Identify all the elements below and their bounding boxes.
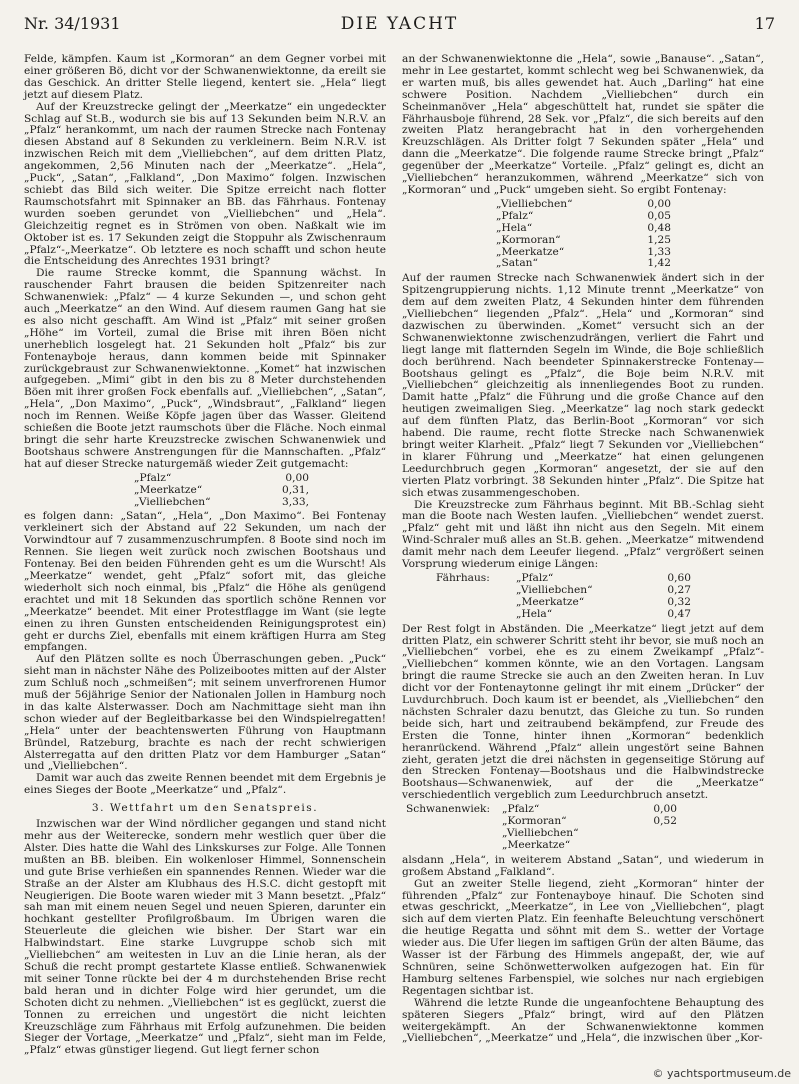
paragraph: Gut an zweiter Stelle liegend, zieht „Kormoran“ hinter der führenden „Pfalz“ zur Fontenayboye hinauf. Die Schoten sind etwas geschrickt, „Meerkatze“, in Lee von „Vielliebchen“, plagt sich auf dem vierten Platz. Ein feenhafte Beleuchtung verschönert die heutige Regatta und söhnt mit dem S.. wetter der Vortage wieder aus. Die Ufer liegen im saftigen Grün der alten Bäume, das Wasser ist der Färbung des Himmels angepaßt, der, wie auf Schnüren, seine Schönwetterwolken aufgezogen hat. Ein für Hamburg seltenes Farbenspiel, wie solches nur nach ergiebigen Regentagen sichtbar ist. — [402, 877, 764, 997]
table-row: „Meerkatze“ 0,32 — [516, 595, 691, 608]
journal-title: DIE YACHT — [340, 14, 459, 34]
paragraph: Während die letzte Runde die ungeanfochtene Behauptung des späteren Siegers „Pfalz“ bringt, wird auf den Plätzen weitergekämpft. An der Schwanenwiektonne kommen „Vielliebchen“, „Meerkatze“ und „Hela“, die inzwischen über „Kor- — [402, 996, 764, 1045]
table-row: „Vielliebchen“ 0,27 — [516, 583, 691, 596]
paragraph: Die Kreuzstrecke zum Fährhaus beginnt. Mit BB.-Schlag sieht man die Boote nach Westen laufen. „Vielliebchen“ wendet zuerst. „Pfalz“ geht mit und läßt ihn nicht aus den Segeln. Mit einem Wind-Schraler muß alles an St.B. gehen. „Meerkatze“ mitwendend damit mehr nach dem Leeufer liegend. „Pfalz“ vergrößert seinen Vorsprung wiederum einige Längen: — [402, 498, 764, 571]
table-label: Fährhaus: — [436, 571, 490, 584]
table-row: „Meerkatze“ 1,33 — [496, 245, 671, 258]
table-label: Schwanenwiek: — [406, 803, 491, 816]
paragraph: Der Rest folgt in Abständen. Die „Meerkatze“ liegt jetzt auf dem dritten Platz, ein schwerer Schritt steht ihr bevor, sie muß noch an „Vielliebchen“ vorbei, ehe es zu einem Zweikampf „Pfalz“-„Vielliebchen“ kommen könnte, wie an den Vortagen. Langsam bringt die raume Strecke sie auch an den Zweiten heran. In Luv dicht vor der Fontenaytonne gelingt ihr mit einem „Drücker“ der Luvdurchbruch. Doch kaum ist er beendet, als „Vielliebchen“ den nächsten Schraler dazu benutzt, das Gleiche zu tun. So runden beide sich, hart und zeitraubend bekämpfend, zur Freude des Ersten die Tonne, hinter ihnen „Kormoran“ bedenklich heranrückend. Während „Pfalz“ allein ungestört seine Bahnen zieht, geraten jetzt die drei nächsten in gegenseitige Störung auf den Strecken Fontenay—Bootshaus und die Halbwindstrecke Bootshaus—Schwanenwiek, auf der die „Meerkatze“ verschiedentlich vergeblich zum Leedurchbruch ansetzt. — [402, 622, 764, 802]
table-row: „Vielliebchen“ — [502, 827, 579, 839]
results-table — [134, 473, 386, 509]
page-number: 17 — [754, 14, 775, 33]
paragraph: Felde, kämpfen. Kaum ist „Kormoran“ an dem Gegner vorbei mit einer größeren Bö, dicht vor der Schwanenwiektonne, da ereilt sie das Geschick. An dritter Stelle liegend, kentert sie. „Hela“ liegt jetzt auf diesem Platz. — [24, 53, 386, 101]
fontenay-table — [496, 199, 764, 270]
table-row: Fährhaus: „Pfalz“ 0,60 — [436, 571, 691, 584]
table-row: „Kormoran“ 1,25 — [496, 233, 671, 246]
schwanenwiek-table — [406, 804, 764, 852]
paragraph: Die raume Strecke kommt, die Spannung wächst. In rauschender Fahrt brausen die beiden Spitzenreiter nach Schwanenwiek: „Pfalz“ — 4 kurze Sekunden —, und schon geht auch „Meerkatze“ an den Wind. Auf diesem raumen Gang hat sie es also nicht geschafft. Am Wind ist „Pfalz“ mit seiner großen „Höhe“ im Vorteil, zumal die Brise mit ihren Böen nicht unerheblich losgelegt hat. 21 Sekunden holt „Pfalz“ bis zur Fontenayboje heraus, dann kommen beide mit Spinnaker zurückgebraust zur Schwanenwiektonne. „Komet“ hat inzwischen aufgegeben. „Mimi“ gibt in den bis zu 8 Meter durchstehenden Böen mit ihrer großen Fock ebenfalls auf. „Vielliebchen“, „Satan“, „Hela“, „Don Maximo“, „Puck“, „Windsbraut“, „Falkland“ liegen noch im Rennen. Weiße Köpfe jagen über das Wasser. Gleitend schießen die Boote jetzt raumschots über die Fläche. Noch einmal bringt die sehr harte Kreuzstrecke zwischen Schwanenwiek und Bootshaus schwere Anstrengungen für die Mannschaften. „Pfalz“ hat auf dieser Strecke naturgemäß wieder Zeit gutgemacht: — [24, 267, 386, 470]
table-row: „Satan“ 1,42 — [496, 257, 671, 270]
table-row: „Hela“ 0,47 — [516, 607, 691, 620]
table-row: „Pfalz“ 0,05 — [496, 209, 671, 222]
section-heading: 3. Wettfahrt um den Senatspreis. — [91, 802, 319, 815]
issue-number: Nr. 34/1931 — [24, 14, 121, 33]
table-row: „Hela“ 0,48 — [496, 221, 671, 234]
table-row: „Meerkatze“ — [502, 838, 571, 851]
table-row: „Meerkatze“ 0,31, — [134, 483, 309, 496]
page-header — [24, 14, 775, 40]
table-row: „Pfalz“ 0,00 — [134, 471, 309, 484]
table-row: Schwanenwiek: „Pfalz“ 0,00 — [406, 803, 677, 816]
paragraph: Damit war auch das zweite Rennen beendet mit dem Ergebnis je eines Sieges der Boote „Meerkatze“ und „Pfalz“. — [24, 772, 386, 797]
table-row: „Vielliebchen“ 3,33, — [134, 495, 309, 508]
paragraph: Auf der raumen Strecke nach Schwanenwiek ändert sich in der Spitzengruppierung nichts. 1,12 Minute trennt „Meerkatze“ von dem auf dem zweiten Platz, 4 Sekunden hinter dem führenden „Vielliebchen“ liegenden „Pfalz“. „Hela“ und „Kormoran“ sind dazwischen zu überwinden. „Komet“ versucht sich an der Schwanenwiektonne zwischenzudrängen, verliert die Fahrt und liegt lange mit flatternden Segeln im Winde, die Boje schließlich doch berührend. Nach beendeter Spinnakerstrecke Fontenay—Bootshaus gelingt es „Pfalz“, die Boje beim N.R.V. mit „Vielliebchen“ gleichzeitig als innenliegendes Boot zu runden. Damit hatte „Pfalz“ die Führung und die große Chance auf den heutigen zweimaligen Sieg. „Meerkatze“ lag noch stark gedeckt auf dem fünften Platz, das Berlin-Boot „Kormoran“ vor sich habend. Die raume, recht flotte Strecke nach Schwanenwiek bringt weiter Klarheit. „Pfalz“ liegt 7 Sekunden vor „Vielliebchen“ in klarer Führung und „Meerkatze“ hat einen gelungenen Leedurchbruch gegen „Kormoran“ angesetzt, der sie auf den vierten Platz vorbringt. 38 Sekunden hinter „Pfalz“. Die Spitze hat sich etwas zusammengeschoben. — [402, 272, 764, 499]
left-column — [24, 54, 386, 1057]
table-row: „Kormoran“ 0,52 — [502, 815, 677, 828]
paragraph: an der Schwanenwiektonne die „Hela“, sowie „Banause“. „Satan“, mehr in Lee gestartet, kommt schlecht weg bei Schwanenwiek, da er warten muß, bis alles gewendet hat. Auch „Darling“ hat eine schwere Position. Nachdem „Vielliebchen“ durch ein Scheinmanöver „Hela“ abgeschüttelt hat, rundet sie später die Fährhausboje führend, 28 Sek. vor „Pfalz“, die sich bereits auf den zweiten Platz herangebracht hat in den vorhergehenden Kreuzschlägen. Als Dritter folgt 7 Sekunden später „Hela“ und dann die „Meerkatze“. Die folgende raume Strecke bringt „Pfalz“ gegenüber der „Meerkatze“ Vorteile. „Pfalz“ gelingt es, dicht an „Vielliebchen“ heranzukommen, während „Meerkatze“ sich von „Kormoran“ und „Puck“ umgeben sieht. So ergibt Fontenay: — [402, 53, 764, 196]
watermark: © yachtsportmuseum.de — [652, 1067, 791, 1080]
right-column — [402, 54, 764, 1045]
paragraph: es folgen dann: „Satan“, „Hela“, „Don Maximo“. Bei Fontenay verkleinert sich der Abstand auf 22 Sekunden, um nach der Vorwindtour auf 7 zusammenzuschrumpfen. 8 Boote sind noch im Rennen. Sie liegen weit zurück noch zwischen Bootshaus und Fontenay. Bei den beiden Führenden geht es um die Wurscht! Als „Meerkatze“ wendet, geht „Pfalz“ sofort mit, das gleiche wiederholt sich noch einmal, bis „Pfalz“ die Höhe als genügend erachtet und mit 18 Sekunden das sportlich schöne Rennen vor „Meerkatze“ beendet. Mit einer Protestflagge im Want (sie legte einen zu ihren Gunsten entscheidenden Reinigungsprotest ein) geht er durchs Ziel, ebenfalls mit einem kräftigen Hurra am Steg empfangen. — [24, 510, 386, 654]
paragraph: Auf den Plätzen sollte es noch Überraschungen geben. „Puck“ sieht man in nächster Nähe des Polizeibootes mitten auf der Alster zum Schluß noch „schmeißen“; mit seinem unverfrorenen Humor muß der 56jährige Senior der Nationalen Jollen in Hamburg noch in das kalte Alsterwasser. Doch am Nachmittage sieht man ihn schon wieder auf der Begleitbarkasse bei den Windspielregatten! „Hela“ unter der beachtenswerten Führung von Hauptmann Bründel, Ratzeburg, brachte es nach der recht schwierigen Alsterregatta auf den dritten Platz vor dem Hamburger „Satan“ und „Vielliebchen“. — [24, 653, 386, 773]
paragraph: Inzwischen war der Wind nördlicher gegangen und stand nicht mehr aus der Weiterecke, sondern mehr westlich quer über die Alster. Dies hatte die Wahl des Linkskurses zur Folge. Alle Tonnen mußten an BB. bleiben. Ein wolkenloser Himmel, Sonnenschein und gute Brise verhießen ein spannendes Rennen. Wieder war die Straße an der Alster am Klubhaus des H.S.C. dicht gestopft mit Neugierigen. Die Boote waren wieder mit 3 Mann besetzt. „Pfalz“ sah man mit einem neuen Segel und neuen Spieren, darunter ein hochkant gestellter Profilgroßbaum. Im Übrigen waren die Steuerleute die gleichen wie bisher. Der Start war ein Halbwindstart. Eine starke Luvgruppe schob sich mit „Vielliebchen“ am weitesten in Luv an die Linie heran, als der Schuß die recht prompt gestartete Klasse entließ. Schwanenwiek mit seiner Tonne rückte bei der 4 m durchstehenden Brise recht bald heran und in dichter Folge wird hier gerundet, um die Schoten dicht zu nehmen. „Vielliebchen“ ist es geglückt, zuerst die Tonnen zu erreichen und ungestört die nicht leichten Kreuzschläge zum Fährhaus mit Erfolg aufzunehmen. Die beiden Sieger der Vortage, „Meerkatze“ und „Pfalz“, sieht man im Felde, „Pfalz“ etwas günstiger liegend. Gut liegt ferner schon — [24, 818, 386, 1057]
faehrhaus-table — [436, 573, 764, 621]
table-row: „Vielliebchen“ 0,00 — [496, 197, 671, 210]
paragraph: alsdann „Hela“, in weiterem Abstand „Satan“, und wiederum in großem Abstand „Falkland“. — [402, 853, 764, 878]
paragraph: Auf der Kreuzstrecke gelingt der „Meerkatze“ ein ungedeckter Schlag auf St.B., wodurch sie bis auf 13 Sekunden beim N.R.V. an „Pfalz“ herankommt, um nach der raumen Strecke nach Fontenay diesen Abstand auf 8 Sekunden zu verkleinern. Beim N.R.V. ist inzwischen Reich mit dem „Vielliebchen“, auf dem dritten Platz, angekommen, 2,56 Minuten nach der „Meerkatze“. „Hela“, „Puck“, „Satan“, „Falkland“, „Don Maximo“ folgen. Inzwischen schiebt das Bild sich weiter. Die Spitze erreicht nach flotter Raumschotsfahrt mit Spinnaker an BB. das Fährhaus. Fontenay wurden soeben gerundet von „Vielliebchen“ und „Hela“. Gleichzeitig regnet es in Strömen von oben. Naßkalt wie im Oktober ist es. 17 Sekunden zeigt die Stoppuhr als Zwischenraum „Pfalz“-„Meerkatze“. Ob letztere es noch schafft und schon heute die Entscheidung des Anrechtes 1931 bringt? — [24, 100, 386, 268]
